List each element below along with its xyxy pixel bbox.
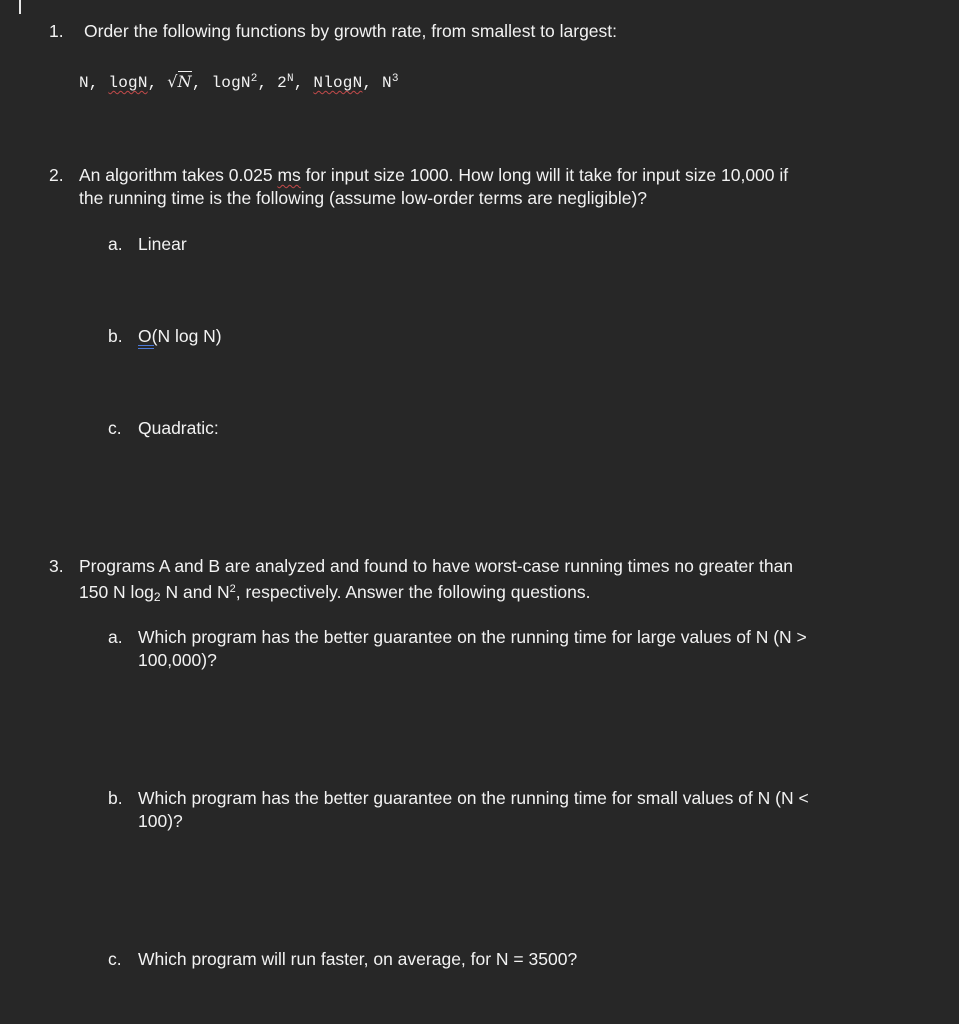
question-2b-letter: b. bbox=[108, 326, 123, 346]
question-3b-letter: b. bbox=[108, 788, 123, 808]
question-3a-letter: a. bbox=[108, 627, 123, 647]
question-1 bbox=[49, 20, 929, 43]
question-2b-text: O(N log N) bbox=[138, 326, 222, 346]
question-2a-text: Linear bbox=[138, 234, 187, 254]
question-3c-letter: c. bbox=[108, 949, 122, 969]
question-2c-text: Quadratic: bbox=[138, 418, 219, 438]
question-2-number: 2. bbox=[49, 165, 64, 185]
question-2 bbox=[49, 164, 939, 210]
question-1-number: 1. bbox=[49, 21, 64, 41]
function-2-to-n: $2^N$ bbox=[277, 73, 294, 92]
big-o-notation: O( bbox=[138, 326, 158, 346]
question-3-line-2: 150 N $\log_2 N$ and $N^2$, respectively. Answer the following questions. bbox=[79, 582, 591, 604]
question-2c-letter: c. bbox=[108, 418, 122, 438]
ms-unit: ms bbox=[277, 165, 301, 185]
question-3-number: 3. bbox=[49, 556, 64, 576]
function-n-cubed: $N^3$ bbox=[382, 73, 399, 92]
function-nlogn: NlogN bbox=[313, 74, 363, 92]
question-3b-text: Which program has the better guarantee on the running time for small values of N (N < 100)? bbox=[138, 788, 809, 831]
function-logn: logN bbox=[108, 74, 148, 92]
question-2-line-2: the running time is the following (assume low-order terms are negligible)? bbox=[79, 188, 648, 208]
text-cursor bbox=[19, 0, 21, 14]
function-list: N, logN, √N, logN$^2$, $2^N$, NlogN, $N^3$ bbox=[79, 72, 399, 92]
function-n: N, bbox=[79, 74, 99, 92]
question-3a-text: Which program has the better guarantee on the running time for large values of N (N > 100,000)? bbox=[138, 627, 807, 670]
question-2-line-1: An algorithm takes 0.025 ms for input size 1000. How long will it take for input size 10,000 if bbox=[79, 165, 789, 185]
question-2a-letter: a. bbox=[108, 234, 123, 254]
question-3 bbox=[49, 555, 939, 609]
function-logn-squared: logN$^2$ bbox=[211, 73, 258, 92]
question-3c-text: Which program will run faster, on average, for N = 3500? bbox=[138, 949, 578, 969]
question-3-line-1: Programs A and B are analyzed and found to have worst-case running times no greater than bbox=[79, 556, 794, 576]
question-1-text: Order the following functions by growth rate, from smallest to largest: bbox=[84, 21, 618, 41]
function-sqrt-n: √N bbox=[167, 72, 192, 91]
